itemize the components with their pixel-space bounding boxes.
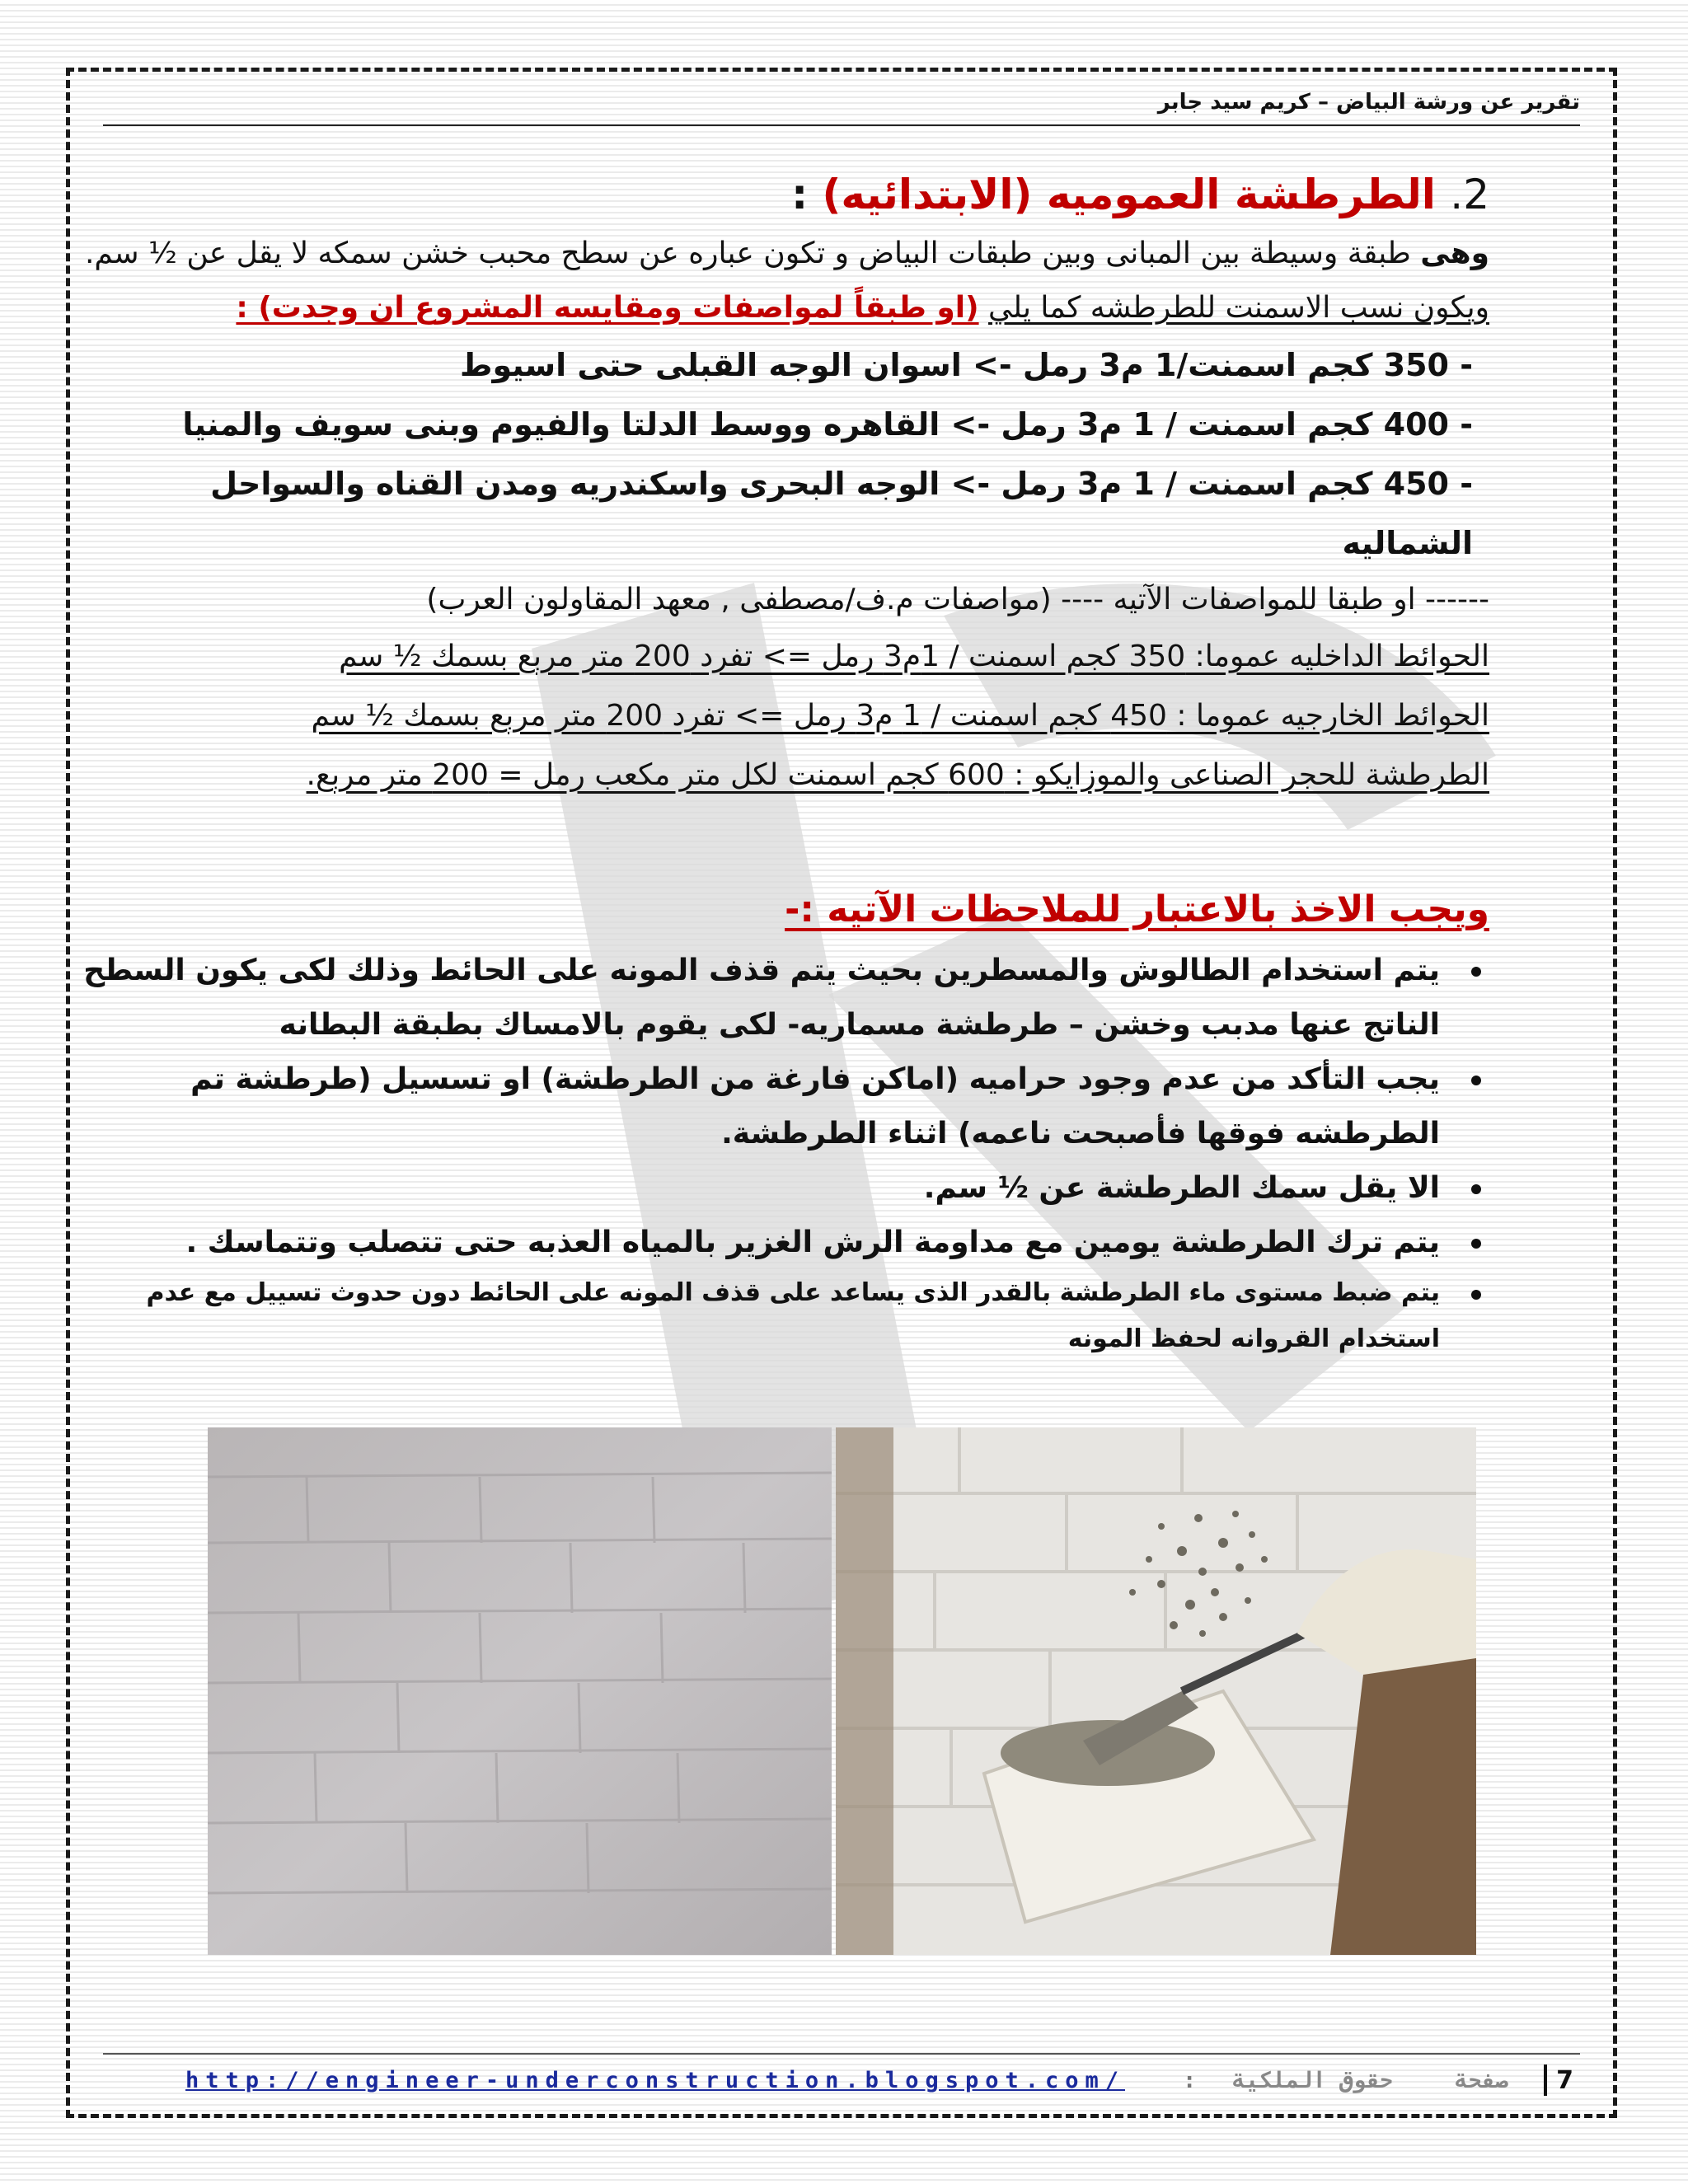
header-divider [103, 124, 1580, 126]
header-title: تقرير عن ورشة البياض – كريم سيد جابر [1157, 90, 1580, 115]
footer-colon: : [1183, 2068, 1197, 2093]
section-number: 2. [1450, 171, 1489, 218]
intro-lead: وهى [1420, 237, 1489, 270]
photo-plastered-wall [208, 1427, 832, 1955]
spec-exterior-walls: الحوائط الخارجيه عموما : 450 كجم اسمنت / 1 م3 رمل => تفرد 200 متر مربع بسمك ½ سم [311, 699, 1489, 733]
note-item: يتم استخدام الطالوش والمسطرين بحيث يتم قذف المونه على الحائط وذلك لكى يكون السطح الناتج عنها مدبب وخشن – طرطشة مسماريه- لكى يقوم بالامساك بطبقة البطانه [80, 944, 1440, 1052]
intro-text: طبقة وسيطة بين المبانى وبين طبقات البياض و تكون عباره عن سطح محبب خشن سمكه لا يقل عن ½ سم. [84, 237, 1411, 270]
note-item: الا يقل سمك الطرطشة عن ½ سم. [80, 1161, 1440, 1216]
section-title [80, 162, 1489, 227]
footer-link[interactable]: http://engineer-underconstruction.blogspot.com/ [185, 2068, 1126, 2093]
section-colon: : [791, 171, 809, 218]
ratio-line-350: - 350 كجم اسمنت/1 م3 رمل -> اسوان الوجه القبلى حتى اسيوط [460, 347, 1473, 383]
spec-artificial-stone: الطرطشة للحجر الصناعى والموزايكو : 600 كجم اسمنت لكل متر مكعب رمل = 200 متر مربع. [306, 758, 1489, 792]
ratios-intro-text: ويكون نسب الاسمنت للطرطشه كما يلي [988, 291, 1489, 325]
intro-paragraph [80, 227, 1489, 281]
page-number: 7 [1556, 2066, 1573, 2095]
footer-page-label: صفحة [1455, 2068, 1509, 2093]
ratios-intro-emphasis: (او طبقاً لمواصفات ومقايسه المشروع ان وجدت) : [236, 291, 979, 325]
spec-reference: ------ او طبقا للمواصفات الآتيه ---- (مواصفات م.ف/مصطفى , معهد المقاولون العرب) [426, 583, 1489, 616]
note-item: يتم ضبط مستوى ماء الطرطشة بالقدر الذى يساعد على قذف المونه على الحائط دون حدوث تسييل مع عدم استخدام القروانه لحفظ المونه [80, 1270, 1440, 1362]
ratio-line-400: - 400 كجم اسمنت / 1 م3 رمل -> القاهره ووسط الدلتا والفيوم وبنى سويف والمنيا [182, 406, 1473, 443]
content-area [80, 154, 1489, 1362]
footer-rights: حقوق الملكية [1232, 2068, 1394, 2093]
footer [185, 2061, 1580, 2102]
photo-mortar-throwing [836, 1427, 1476, 1955]
footer-separator [1544, 2064, 1547, 2096]
ratio-line-450: - 450 كجم اسمنت / 1 م3 رمل -> الوجه البحرى واسكندريه ومدن القناه والسواحل الشماليه [210, 466, 1473, 561]
spec-interior-walls: الحوائط الداخليه عموما: 350 كجم اسمنت / 1م3 رمل => تفرد 200 متر مربع بسمك ½ سم [339, 640, 1489, 673]
note-item: يتم ترك الطرطشة يومين مع مداومة الرش الغزير بالمياه العذبه حتى تتصلب وتتماسك . [80, 1216, 1440, 1270]
notes-list [80, 944, 1489, 1362]
page-frame [66, 68, 1617, 2118]
note-item: يجب التأكد من عدم وجود حراميه (اماكن فارغة من الطرطشة) او تسسيل (طرطشة تم الطرطشه فوقها فأصبحت ناعمه) اثناء الطرطشة. [80, 1052, 1440, 1161]
footer-divider [103, 2053, 1580, 2055]
ratios-intro [80, 281, 1489, 335]
notes-title: ويجب الاخذ بالاعتبار للملاحظات الآتيه :- [785, 888, 1489, 930]
section-heading: الطرطشة العموميه (الابتدائيه) [822, 171, 1436, 218]
